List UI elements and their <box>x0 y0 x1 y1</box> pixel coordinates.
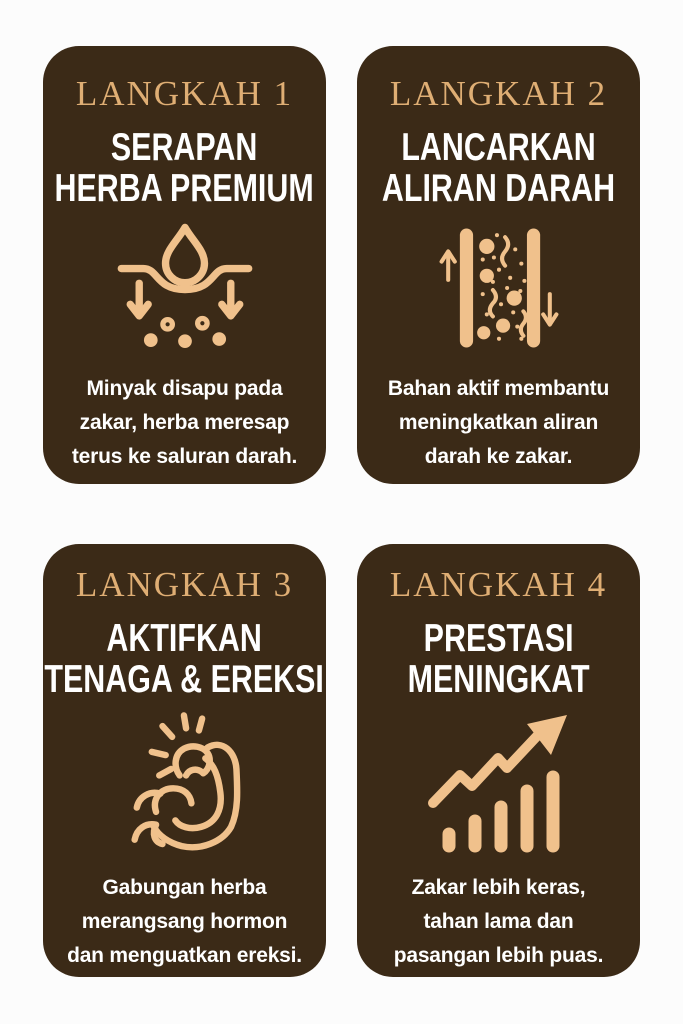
step-label: LANGKAH 2 <box>389 74 608 113</box>
body-line: Bahan aktif membantu <box>387 376 610 400</box>
step-label: LANGKAH 3 <box>75 565 294 604</box>
card-langkah-2 <box>357 46 640 484</box>
step-label: LANGKAH 1 <box>75 74 294 113</box>
growth-chart-icon <box>424 709 574 859</box>
body-line: pasangan lebih puas. <box>393 943 604 967</box>
step-label: LANGKAH 4 <box>389 565 608 604</box>
title-line: HERBA PREMIUM <box>54 167 315 211</box>
card-title <box>55 127 314 210</box>
card-body <box>388 372 609 474</box>
body-line: dan menguatkan ereksi. <box>67 943 302 967</box>
body-line: tahan lama dan <box>423 909 574 933</box>
body-line: merangsang hormon <box>81 909 288 933</box>
body-line: Minyak disapu pada <box>86 376 283 400</box>
card-body <box>72 372 297 474</box>
bicep-flex-icon <box>126 709 244 859</box>
body-line: terus ke saluran darah. <box>71 444 298 468</box>
card-langkah-3 <box>43 544 326 977</box>
card-title <box>45 618 324 701</box>
body-line: darah ke zakar. <box>424 444 573 468</box>
title-line: PRESTASI <box>423 617 574 660</box>
body-line: Gabungan herba <box>102 875 267 899</box>
title-line: AKTIFKAN <box>106 617 263 660</box>
body-line: Zakar lebih keras, <box>411 875 586 899</box>
title-line: TENAGA & EREKSI <box>44 658 325 702</box>
card-body <box>394 871 604 973</box>
card-title <box>382 127 615 210</box>
droplet-absorption-icon <box>115 222 255 354</box>
card-title <box>408 618 590 701</box>
title-line: MENINGKAT <box>407 658 590 702</box>
title-line: ALIRAN DARAH <box>381 167 616 211</box>
body-line: zakar, herba meresap <box>79 410 290 434</box>
card-langkah-1 <box>43 46 326 484</box>
title-line: LANCARKAN <box>401 126 596 169</box>
title-line: SERAPAN <box>111 126 258 169</box>
blood-flow-icon <box>436 222 562 354</box>
card-langkah-4 <box>357 544 640 977</box>
card-body <box>67 871 302 973</box>
body-line: meningkatkan aliran <box>398 410 599 434</box>
